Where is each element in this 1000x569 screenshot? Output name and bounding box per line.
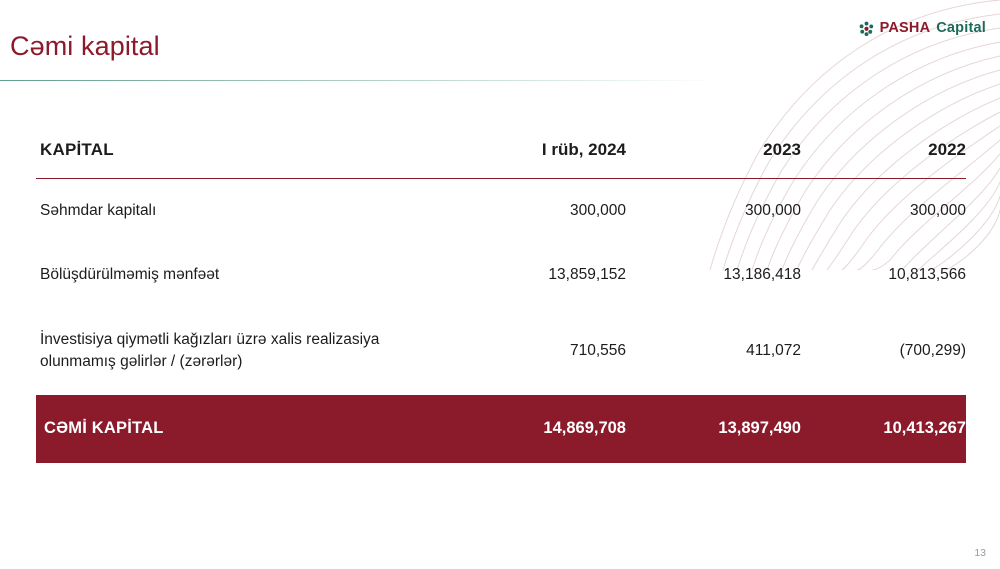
table-total-row [36, 395, 966, 463]
total-row-label: CƏMİ KAPİTAL [36, 395, 436, 463]
brand-logo [859, 20, 986, 36]
logo-text-capital: Capital [936, 20, 986, 36]
page-number: 13 [974, 547, 986, 559]
row-value-2022: 10,813,566 [888, 266, 966, 284]
total-value-q1-2024: 14,869,708 [436, 395, 626, 463]
total-value-2023: 13,897,490 [626, 395, 801, 463]
page-title: Cəmi kapital [10, 31, 160, 61]
row-value-q1-2024: 300,000 [569, 202, 626, 219]
row-value-q1-2024: 710,556 [569, 342, 626, 360]
table-header-row [36, 140, 966, 179]
table-row [36, 243, 966, 307]
table-row [36, 179, 966, 244]
column-header-2022: 2022 [928, 140, 966, 159]
row-value-2022: 300,000 [909, 202, 966, 219]
row-label: Səhmdar kapitalı [40, 202, 157, 219]
pasha-flower-icon [859, 21, 874, 36]
row-value-2023: 300,000 [744, 202, 801, 219]
column-header-q1-2024: I rüb, 2024 [541, 140, 626, 159]
column-header-2023: 2023 [763, 140, 801, 159]
row-value-q1-2024: 13,859,152 [548, 266, 626, 284]
title-divider [0, 80, 720, 81]
column-header-label: KAPİTAL [40, 140, 114, 159]
row-label: Bölüşdürülməmiş mənfəət [40, 266, 220, 284]
capital-table [36, 140, 966, 463]
row-value-2023: 411,072 [746, 342, 801, 360]
table-row [36, 308, 966, 395]
logo-text-pasha: PASHA [879, 20, 931, 36]
total-value-2022: 10,413,267 [801, 395, 966, 463]
row-label: İnvestisiya qiymətli kağızları üzrə xalis realizasiya olunmamış gəlirlər / (zərərlər) [40, 330, 380, 371]
row-value-2023: 13,186,418 [723, 266, 801, 284]
row-value-2022: (700,299) [899, 342, 966, 360]
